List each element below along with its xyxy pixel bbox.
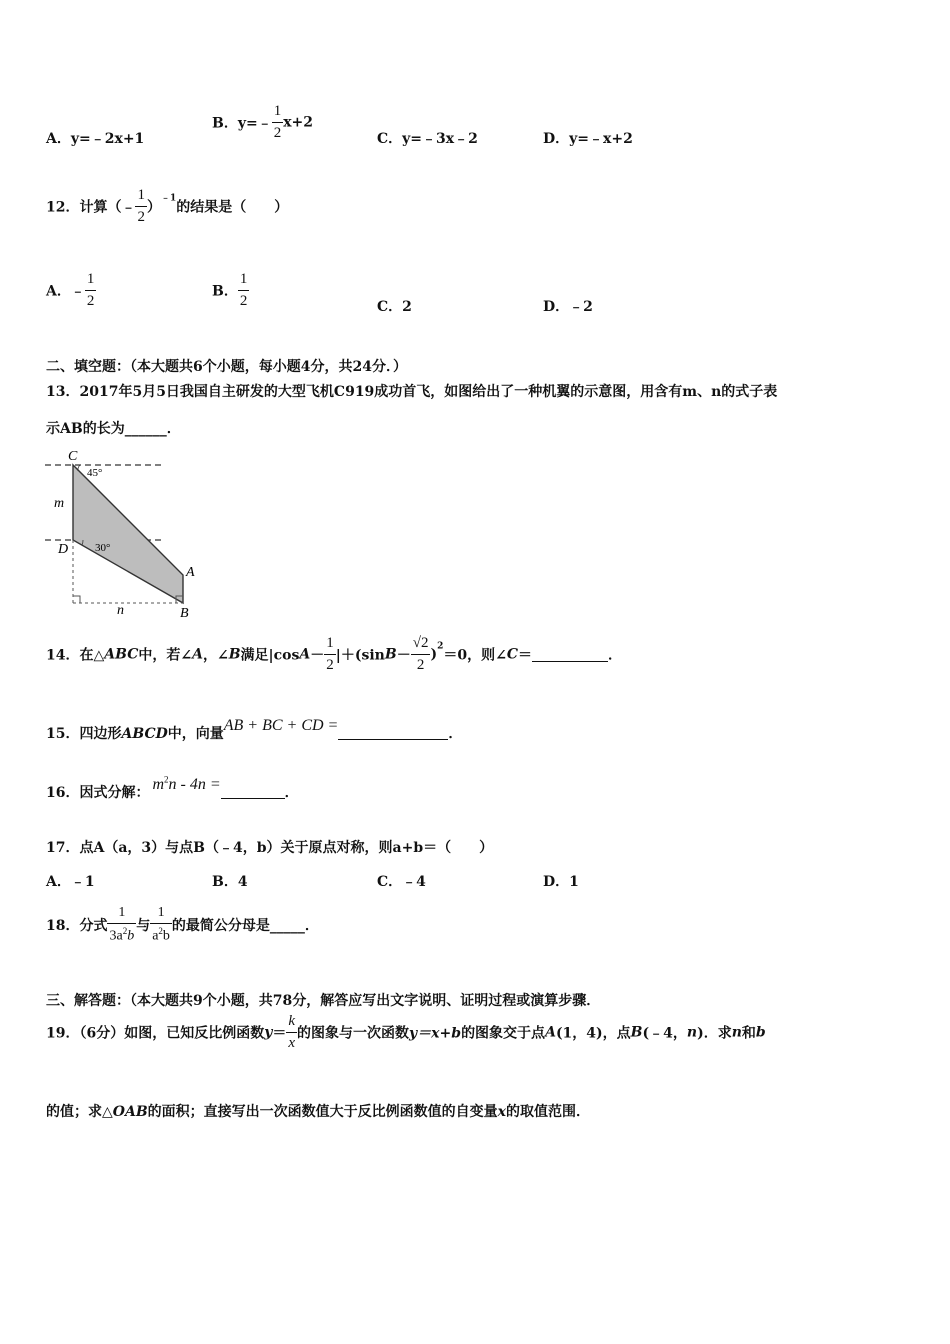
q13-line-1: 13．2017年5月5日我国自主研发的大型飞机C919成功首飞，如图给出了一种机翼的示意图，用含有m、n的式子表 xyxy=(46,384,778,400)
q12-option-d: D．﹣2 xyxy=(543,299,593,315)
q11-option-c: C．y=﹣3x﹣2 xyxy=(377,131,478,147)
q11-option-d: D．y=﹣x+2 xyxy=(543,131,633,147)
angle-30: 30° xyxy=(95,542,111,554)
q17-option-d: D．1 xyxy=(543,874,579,890)
q11-option-a: A．y=﹣2x+1 xyxy=(46,131,145,147)
q12-option-c: C．2 xyxy=(377,299,412,315)
label-n: n xyxy=(117,603,124,618)
question-16: 16．因式分解： $m^2n - 4n$ = ． xyxy=(46,774,299,801)
q13-line-2: 示AB的长为______． xyxy=(46,421,181,437)
wing-diagram xyxy=(40,445,210,620)
q17-option-a: A．﹣1 xyxy=(46,874,95,890)
question-19-line-1: 19．（6分）如图，已知反比例函数y＝ $\frac{k}{x}$ 的图象与一次函数y＝x+b的图象交于点A(1，4)，点B(﹣4，n)．求n和b xyxy=(46,1013,766,1051)
question-18: 18．分式 $\frac{1}{3a^2b}$ 与 $\frac{1}{a^2b}$ 的最简公分母是_____． xyxy=(46,905,319,944)
q17-option-b: B．4 xyxy=(212,874,248,890)
label-b: B xyxy=(180,606,189,620)
question-17: 17．点A（a，3）与点B（﹣4，b）关于原点对称，则a+b＝（ ） xyxy=(46,840,494,856)
q11-option-b: B．y=﹣ $\frac{1}{2}$ x+2 xyxy=(212,103,314,141)
q12-option-b: B． $\frac{1}{2}$ xyxy=(212,271,248,309)
section-2-heading: 二、填空题：（本大题共6个小题，每小题4分，共24分．） xyxy=(46,359,407,375)
q12-option-a: A．﹣ $\frac{1}{2}$ xyxy=(46,271,95,309)
label-d: D xyxy=(58,542,69,557)
angle-45: 45° xyxy=(87,467,103,479)
label-a: A xyxy=(186,565,195,580)
label-m: m xyxy=(54,496,65,511)
question-19-line-2: 的值；求△OAB的面积；直接写出一次函数值大于反比例函数值的自变量x的取值范围． xyxy=(46,1104,591,1120)
q17-option-c: C．﹣4 xyxy=(377,874,426,890)
label-c: C xyxy=(68,449,78,464)
question-15: 15．四边形ABCD中，向量AB + BC + CD = ． xyxy=(46,717,463,742)
section-3-heading: 三、解答题：（本大题共9个小题，共78分，解答应写出文字说明、证明过程或演算步骤． xyxy=(46,993,601,1009)
question-14: 14．在△ABC中，若∠A，∠B满足|cosA－ $\frac{1}{2}$ |＋(sinB－ $\frac{√2}{2}$ )$^2$＝0，则∠C＝ ． xyxy=(46,635,622,673)
question-12: 12．计算（﹣ $\frac{1}{2}$ ）$^{﹣1}$的结果是（ ） xyxy=(46,187,289,225)
